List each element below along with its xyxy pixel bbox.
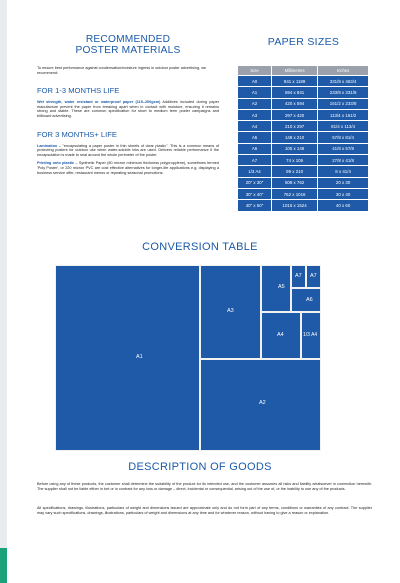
table-row xyxy=(238,121,368,131)
inch-cell: 30 x 40 xyxy=(318,189,368,199)
section1-text: Additives included during paper manufacture prevent the paper from breaking apart when in contact with moisture, ensuring it remains strong and stable. These are common specification for short to medium term poster campaigns and billboard advertising. xyxy=(37,100,219,118)
size-cell: A6 xyxy=(238,144,271,154)
plastic-text: – Synthetic Paper (80 micron minimum thickness polypropylene), sometimes termed 'Poly Poster', or 220 micron PVC are cost effective alternatives for longer-life applications e.g. displaying a business service offer, restaurant menus or repeating seasonal promotions. xyxy=(37,161,220,175)
recommended-title-line2: POSTER MATERIALS xyxy=(75,45,181,56)
label-a4: A4 xyxy=(277,332,284,338)
lamination-text: – "encapsulating a paper poster in thin sheets of clear plastic". This is a common means of protecting posters for outdoor use when water-soluble inks are used. Delivers reliable performance if the encapsulation is made to seal around the whole perimeter of the poster. xyxy=(37,143,219,157)
table-row xyxy=(238,99,368,109)
recommended-title xyxy=(37,34,219,56)
table-row xyxy=(238,178,368,188)
label-a7-left: A7 xyxy=(295,273,302,279)
table-row xyxy=(238,200,368,210)
size-cell: A1 xyxy=(238,87,271,97)
size-cell: A3 xyxy=(238,110,271,120)
paper-a5 xyxy=(262,266,290,311)
inch-cell: 27/8 x 41/8 xyxy=(318,155,368,165)
table-row xyxy=(238,87,368,97)
paper-sizes-table xyxy=(237,65,369,212)
mm-cell: 148 x 210 xyxy=(272,132,317,142)
size-cell: 20" x 30" xyxy=(238,178,271,188)
size-cell: A2 xyxy=(238,99,271,109)
table-row xyxy=(238,166,368,176)
label-a5: A5 xyxy=(278,284,285,290)
recommended-section xyxy=(37,34,219,179)
mm-cell: 420 x 594 xyxy=(272,99,317,109)
mm-cell: 841 x 1189 xyxy=(272,76,317,86)
paper-a3 xyxy=(201,266,260,358)
table-row xyxy=(238,132,368,142)
mm-cell: 594 x 841 xyxy=(272,87,317,97)
mm-cell: 762 x 1016 xyxy=(272,189,317,199)
mm-cell: 210 x 297 xyxy=(272,121,317,131)
size-cell: 30" x 40" xyxy=(238,189,271,199)
header-millimetres: Millimetres xyxy=(272,66,317,75)
size-cell: A4 xyxy=(238,121,271,131)
description-title: DESCRIPTION OF GOODS xyxy=(128,461,272,473)
recommended-title-line1: RECOMMENDED xyxy=(85,34,171,45)
label-a7-right: A7 xyxy=(310,273,317,279)
mm-cell: 1016 x 1524 xyxy=(272,200,317,210)
mm-cell: 99 x 210 xyxy=(272,166,317,176)
section1-paragraph xyxy=(37,100,219,118)
plastic-lead: Printing onto plastic xyxy=(37,161,75,166)
mm-cell: 74 x 105 xyxy=(272,155,317,165)
header-inches: Inches xyxy=(318,66,368,75)
lamination-lead: Lamination xyxy=(37,143,58,148)
label-a6: A6 xyxy=(306,297,313,303)
table-row xyxy=(238,76,368,86)
inch-cell: 161/2 x 233/8 xyxy=(318,99,368,109)
mm-cell: 297 x 420 xyxy=(272,110,317,120)
header-size: Size xyxy=(238,66,271,75)
size-cell: A7 xyxy=(238,155,271,165)
conversion-title: CONVERSION TABLE xyxy=(142,241,258,253)
paper-a6 xyxy=(292,289,320,311)
plastic-paragraph xyxy=(37,161,219,175)
label-a3: A3 xyxy=(227,308,234,314)
paper-a1 xyxy=(56,266,199,450)
paper-a4 xyxy=(262,313,300,358)
mm-cell: 105 x 148 xyxy=(272,144,317,154)
section1-lead: Wet strength, water resistant or waterproof paper (115–200gsm) xyxy=(37,100,161,105)
size-cell: A0 xyxy=(238,76,271,86)
inch-cell: 20 x 30 xyxy=(318,178,368,188)
paper-third-a4 xyxy=(302,313,320,358)
mm-cell: 508 x 762 xyxy=(272,178,317,188)
paper-a7-right xyxy=(307,266,320,287)
size-cell: A5 xyxy=(238,132,271,142)
page-edge xyxy=(0,0,7,583)
lamination-paragraph xyxy=(37,144,219,158)
table-row xyxy=(238,155,368,165)
inch-cell: 113/4 x 161/2 xyxy=(318,110,368,120)
paper-a2 xyxy=(201,360,320,450)
description-paragraph-2: All specifications, drawings, illustrations, particulars of weight and dimensions issued are approximate only and do not form part of any terms, conditions or warranties of any contract. The supplier may vary such specifications, drawings, illustrations, particulars of weight and dimensions at any time and for whatever reason, without having to give a reason or explanation. xyxy=(37,506,372,515)
label-a1: A1 xyxy=(136,354,143,360)
inch-cell: 40 x 60 xyxy=(318,200,368,210)
paper-sizes-title: PAPER SIZES xyxy=(267,36,340,48)
table-row xyxy=(238,189,368,199)
inch-cell: 81/4 x 113/4 xyxy=(318,121,368,131)
inch-cell: 331/8 x 463/4 xyxy=(318,76,368,86)
label-third-a4: 1/3 A4 xyxy=(303,332,318,338)
section1-heading: FOR 1-3 MONTHS LIFE xyxy=(37,86,120,96)
section2-heading: FOR 3 MONTHS+ LIFE xyxy=(37,129,117,139)
conversion-diagram xyxy=(55,265,321,451)
green-tab xyxy=(0,548,7,583)
table-row xyxy=(238,110,368,120)
paper-a7-left xyxy=(292,266,305,287)
paper-sizes-section xyxy=(238,36,369,212)
inch-cell: 8 x 41/4 xyxy=(318,166,368,176)
table-header-row xyxy=(238,66,368,75)
label-a2: A2 xyxy=(259,400,266,406)
inch-cell: 41/8 x 57/8 xyxy=(318,144,368,154)
recommended-intro: To ensure best performance against condensation/moisture ingress in outdoor poster advertising, we recommend: xyxy=(37,66,207,75)
inch-cell: 233/8 x 331/8 xyxy=(318,87,368,97)
table-row xyxy=(238,144,368,154)
size-cell: 40" x 60" xyxy=(238,200,271,210)
inch-cell: 57/8 x 81/4 xyxy=(318,132,368,142)
size-cell: 1/3 A4 xyxy=(238,166,271,176)
description-paragraph-1: Before using any of these products, the customer shall determine the suitability of the product for its intended use, and the customer assumes all risks and liability whatsoever in connection herewith. The supplier shall not be liable either in tort or in contract for any loss or damage – direct, incidental or consequential, arising out of the use of, or the inability to use any of the products. xyxy=(37,482,372,491)
